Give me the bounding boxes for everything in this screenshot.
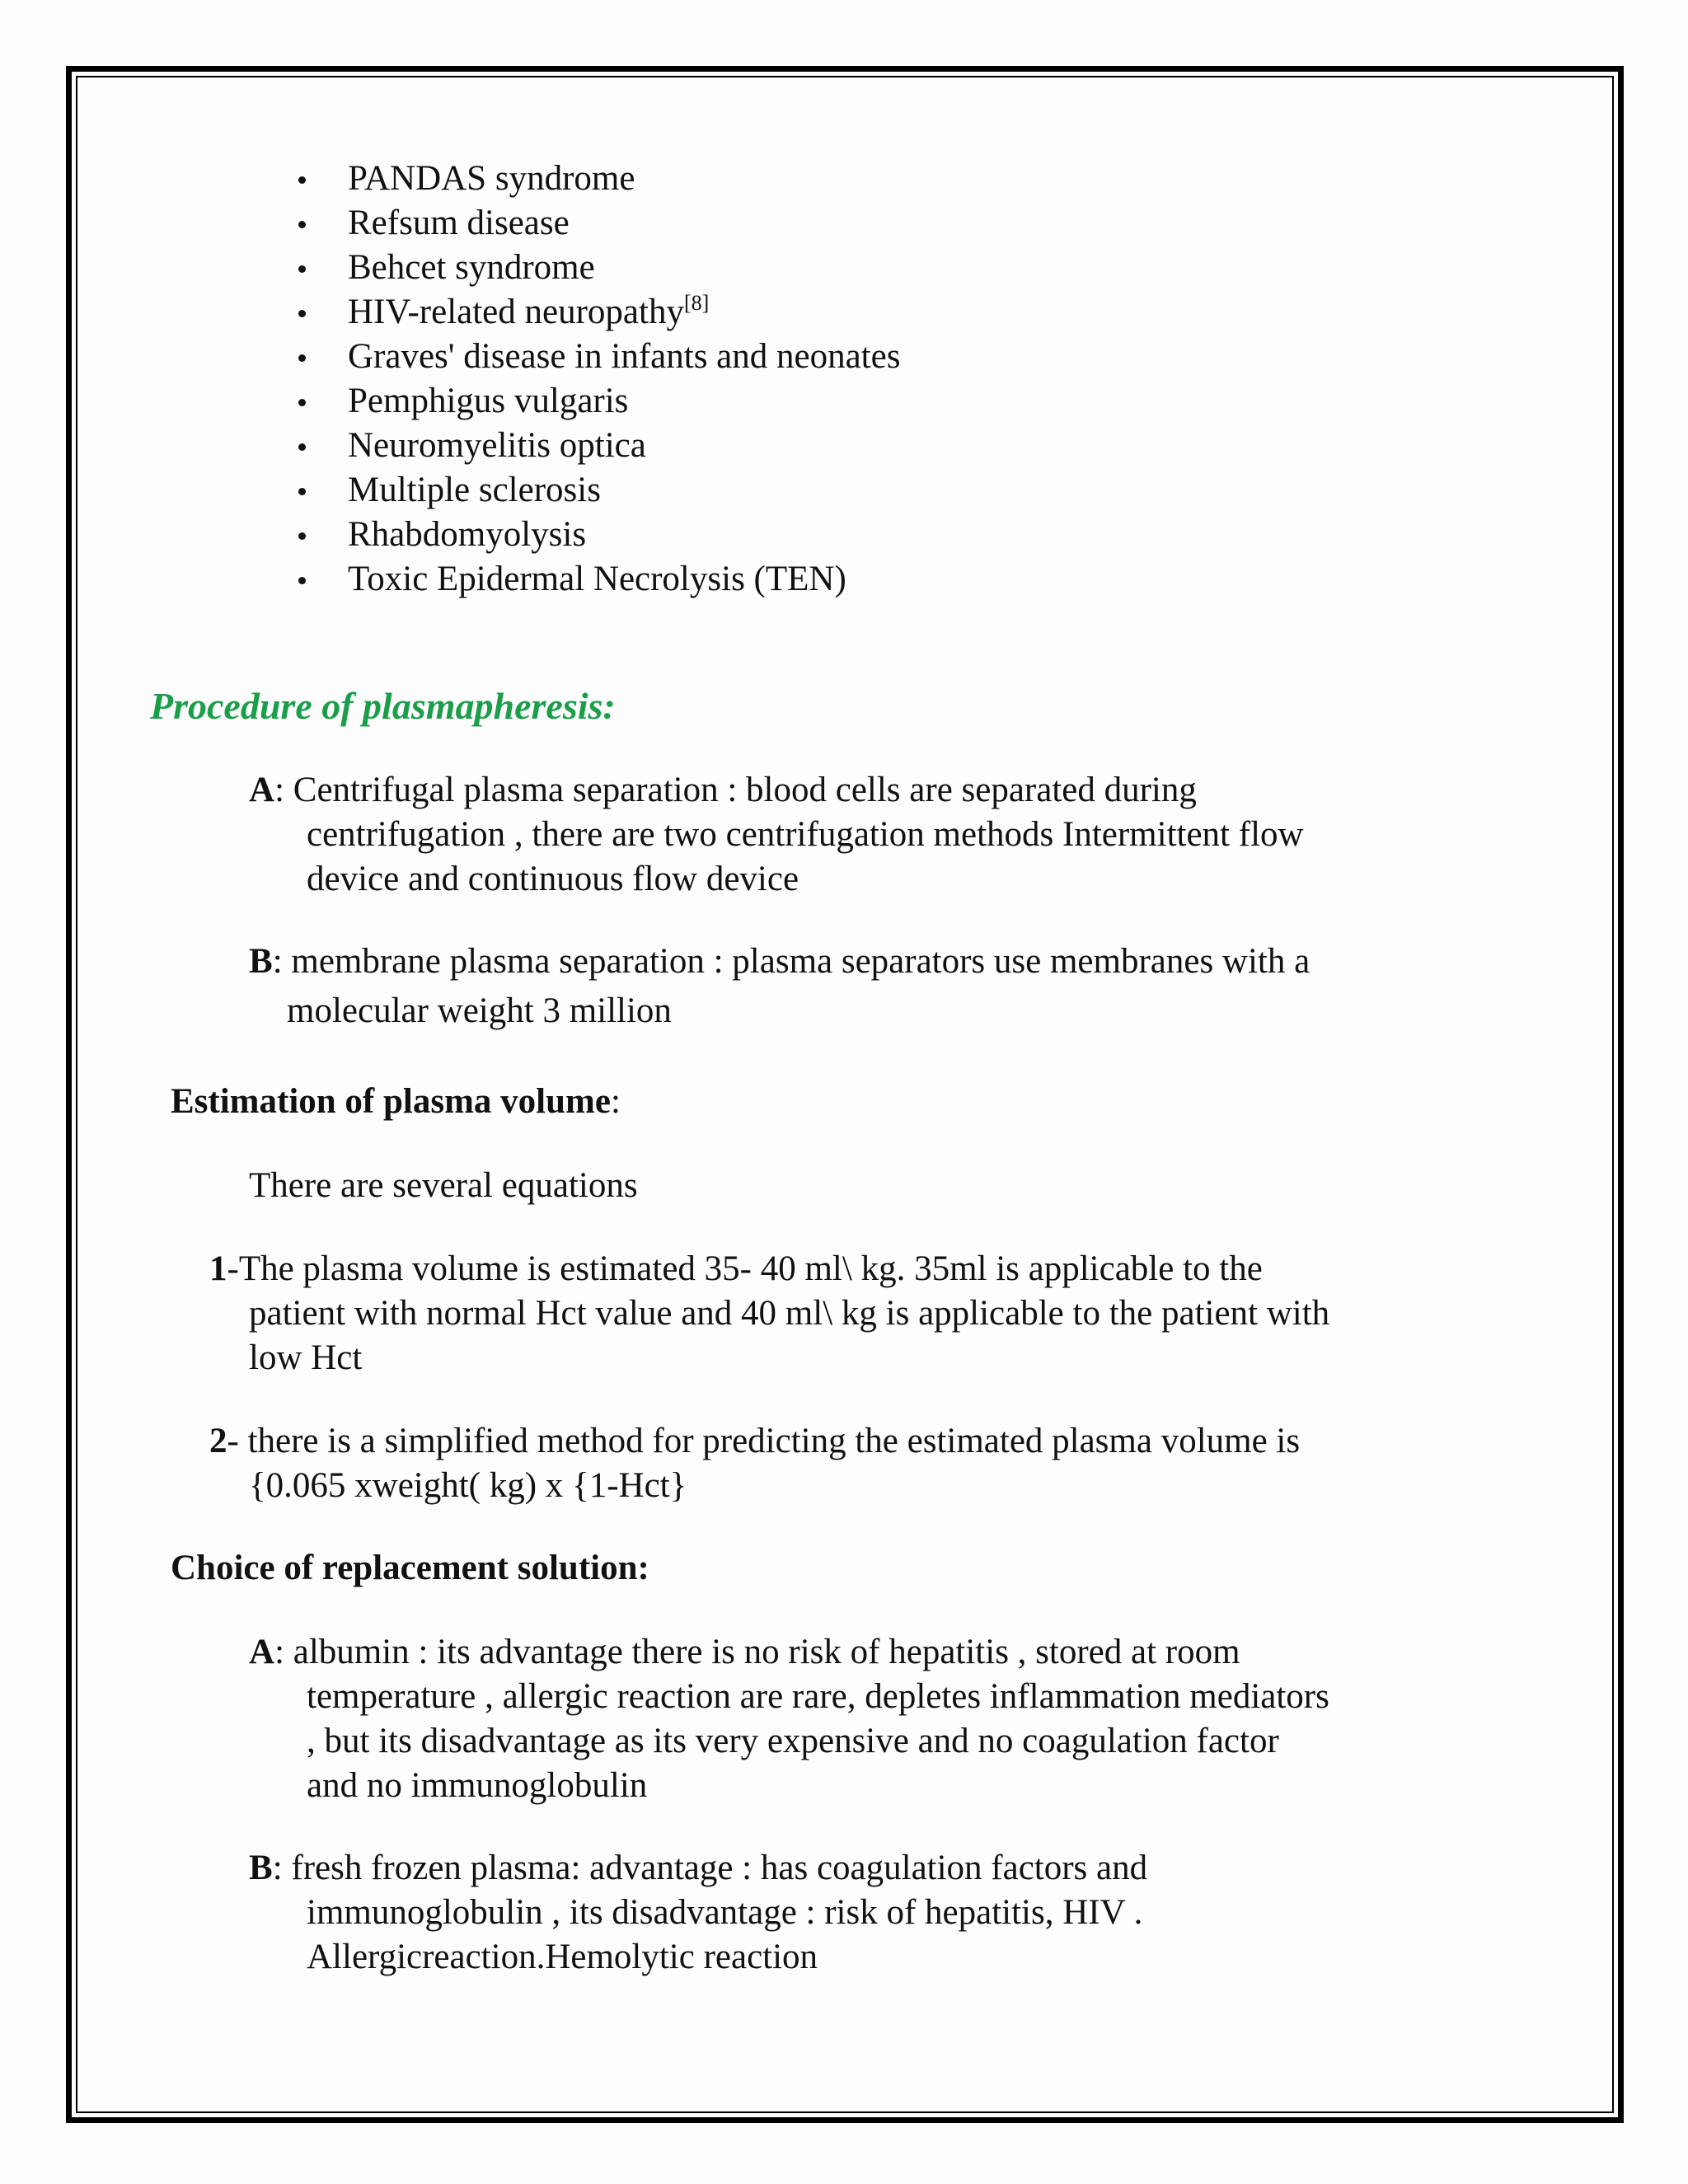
procedure-heading: Procedure of plasmapheresis: [150, 685, 616, 727]
estimation-item-2: 2- there is a simplified method for predicting the estimated plasma volume is {0.065 xweight( kg) x {1-Hct} [209, 1422, 1301, 1505]
procedure-item-b: B: membrane plasma separation : plasma separators use membranes with a molecular weight 3 million [249, 942, 1311, 1030]
list-item: HIV-related neuropathy[8] [298, 290, 900, 335]
list-item: Multiple sclerosis [298, 468, 900, 513]
list-item: PANDAS syndrome [298, 157, 900, 201]
indications-list [298, 157, 900, 602]
replacement-heading: Choice of replacement solution: [171, 1549, 649, 1587]
list-item: Toxic Epidermal Necrolysis (TEN) [298, 557, 900, 602]
list-item: Neuromyelitis optica [298, 424, 900, 468]
estimation-heading: Estimation of plasma volume: [171, 1082, 621, 1121]
list-item: Rhabdomyolysis [298, 513, 900, 557]
list-item: Pemphigus vulgaris [298, 379, 900, 424]
estimation-item-1: 1-The plasma volume is estimated 35- 40 ml\ kg. 35ml is applicable to the patient with normal Hct value and 40 ml\ kg is applicable to the patient with low Hct [209, 1249, 1330, 1377]
replacement-item-b: B: fresh frozen plasma: advantage : has coagulation factors and immunoglobulin , its disadvantage : risk of hepatitis, HIV . Allergicreaction.Hemolytic reaction [249, 1849, 1148, 1976]
list-item: Refsum disease [298, 201, 900, 246]
estimation-intro: There are several equations [249, 1166, 638, 1205]
replacement-item-a: A: albumin : its advantage there is no risk of hepatitis , stored at room temperature , allergic reaction are rare, depletes inflammation mediators , but its disadvantage as its very expensive and no coagulation factor and no immunoglobulin [249, 1633, 1329, 1805]
procedure-item-a: A: Centrifugal plasma separation : blood cells are separated during centrifugation , there are two centrifugation methods Intermittent flow device and continuous flow device [249, 771, 1304, 898]
list-item: Behcet syndrome [298, 246, 900, 290]
list-item: Graves' disease in infants and neonates [298, 335, 900, 379]
citation-ref: [8] [683, 291, 710, 315]
